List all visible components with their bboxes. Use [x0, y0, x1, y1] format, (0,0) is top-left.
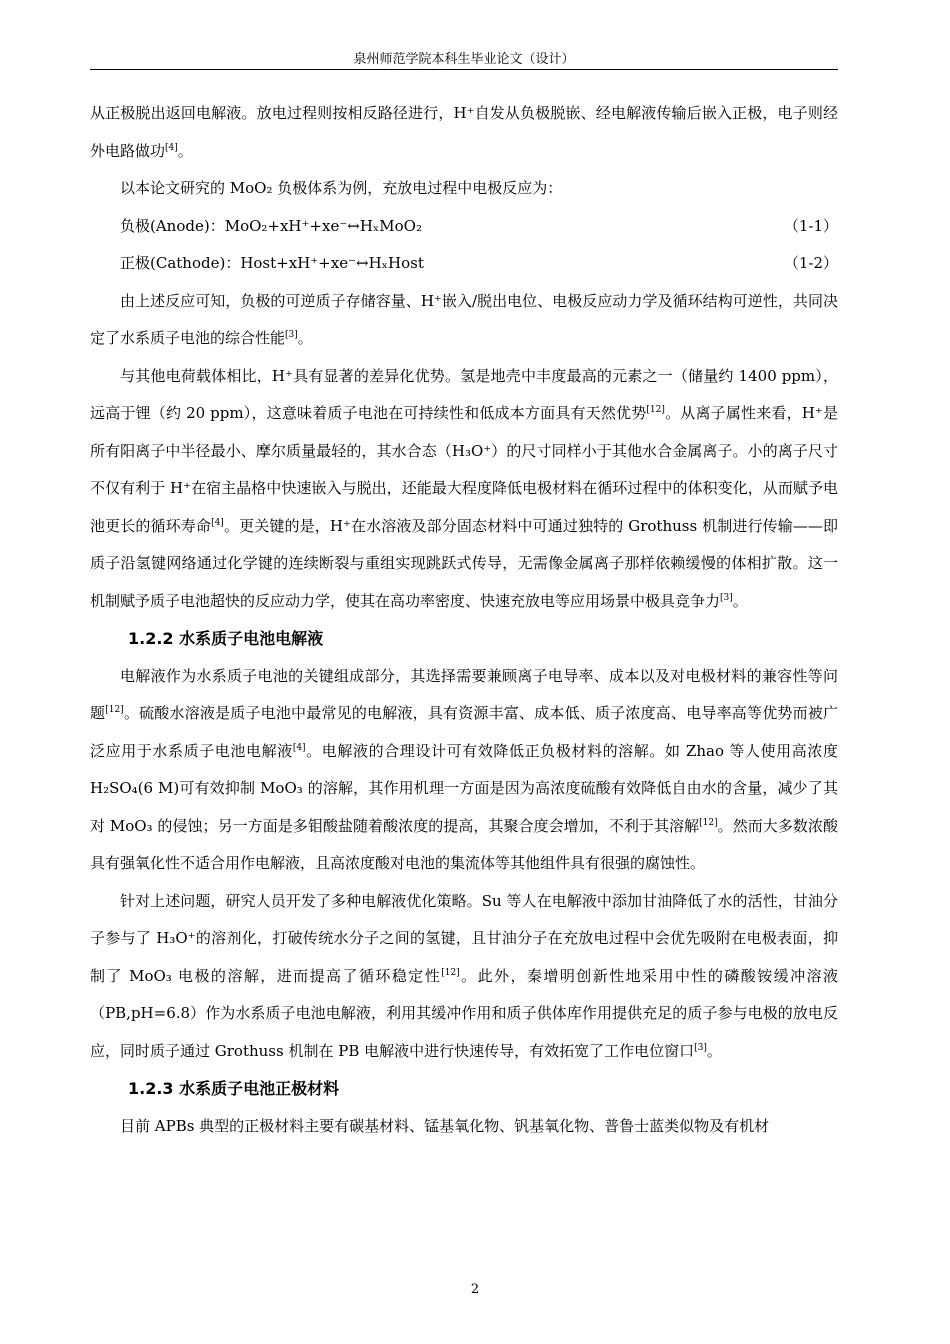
equation-cathode-text: 正极(Cathode)：Host+xH⁺+xe⁻↔HₓHost — [120, 254, 424, 272]
paragraph-reaction-summary: 由上述反应可知，负极的可逆质子存储容量、H⁺嵌入/脱出电位、电极反应动力学及循环结构可逆性，共同决定了水系质子电池的综合性能[3]。 — [90, 291, 838, 347]
page-number: 2 — [470, 1282, 480, 1297]
citation-marker: [3] — [694, 1042, 707, 1053]
citation-marker: [4] — [165, 142, 178, 153]
equation-anode-text: 负极(Anode)：MoO₂+xH⁺+xe⁻↔HₓMoO₂ — [120, 216, 422, 235]
citation-marker: [12] — [699, 817, 718, 828]
paragraph-cathode-materials: 目前 APBs 典型的正极材料主要有碳基材料、锰基氧化物、钒基氧化物、普鲁士蓝类似物及有机材 — [120, 1116, 770, 1135]
section-heading-electrolyte: 1.2.2 水系质子电池电解液 — [128, 629, 324, 648]
paragraph-electrolyte: 电解液作为水系质子电池的关键组成部分，其选择需要兼顾离子电导率、成本以及对电极材料的兼容性等问题[12]。硫酸水溶液是质子电池中最常见的电解液，具有资源丰富、成本低、质子浓度高、电导率高等优势而被广泛应用于水系质子电池电解液[4]。电解液的合理设计可有效降低正负极材料的溶解。如 Zhao 等人使用高浓度 H₂SO₄(6 M)可有效抑制 MoO₃ 的溶解，其作用机理一方面是因为高浓度硫酸有效降低自由水的含量，减少了其对 MoO₃ 的侵蚀；另一方面是多钼酸盐随着酸浓度的提高，其聚合度会增加，不利于其溶解[12]。然而大多数浓酸具有强氧化性不适合用作电解液，且高浓度酸对电池的集流体等其他组件具有很强的腐蚀性。 — [90, 666, 838, 872]
paragraph-electrolyte-strategies: 针对上述问题，研究人员开发了多种电解液优化策略。Su 等人在电解液中添加甘油降低了水的活性，甘油分子参与了 H₃O⁺的溶剂化，打破传统水分子之间的氢键，且甘油分子在充放电过程中会优先吸附在电极表面，抑制了 MoO₃ 电极的溶解，进而提高了循环稳定性[12]。此外，秦增明创新性地采用中性的磷酸铵缓冲溶液（PB,pH=6.8）作为水系质子电池电解液，利用其缓冲作用和质子供体库作用提供充足的质子参与电极的放电反应，同时质子通过 Grothuss 机制在 PB 电解液中进行快速传导，有效拓宽了工作电位窗口[3]。 — [90, 891, 838, 1060]
header-rule — [90, 69, 838, 70]
paragraph-proton-advantages: 与其他电荷载体相比，H⁺具有显著的差异化优势。氢是地壳中丰度最高的元素之一（储量约 1400 ppm），远高于锂（约 20 ppm），这意味着质子电池在可持续性和低成本方面具有天然优势[12]。从离子属性来看，H⁺是所有阳离子中半径最小、摩尔质量最轻的，其水合态（H₃O⁺）的尺寸同样小于其他水合金属离子。小的离子尺寸不仅有利于 H⁺在宿主晶格中快速嵌入与脱出，还能最大程度降低电极材料在循环过程中的体积变化，从而赋予电池更长的循环寿命[4]。更关键的是，H⁺在水溶液及部分固态材料中可通过独特的 Grothuss 机制进行传输——即质子沿氢键网络通过化学键的连续断裂与重组实现跳跃式传导，无需像金属离子那样依赖缓慢的体相扩散。这一机制赋予质子电池超快的反应动力学，使其在高功率密度、快速充放电等应用场景中极具竞争力[3]。 — [90, 366, 839, 610]
running-header: 泉州师范学院本科生毕业论文（设计） — [353, 52, 575, 67]
equation-cathode — [90, 245, 838, 283]
equation-anode-number: （1-1） — [783, 216, 838, 235]
paragraph-continuation: 从正极脱出返回电解液。放电过程则按相反路径进行，H⁺自发从负极脱嵌、经电解液传输后嵌入正极，电子则经外电路做功[4]。 — [90, 104, 838, 160]
citation-marker: [12] — [646, 405, 665, 415]
citation-marker: [3] — [285, 330, 298, 340]
citation-marker: [4] — [211, 517, 224, 528]
citation-marker: [12] — [105, 705, 124, 715]
paragraph-electrode-intro: 以本论文研究的 MoO₂ 负极体系为例，充放电过程中电极反应为： — [120, 179, 563, 197]
section-heading-cathode: 1.2.3 水系质子电池正极材料 — [128, 1079, 340, 1098]
equation-cathode-number: （1-2） — [783, 254, 838, 272]
equation-anode — [90, 208, 838, 246]
citation-marker: [4] — [292, 742, 306, 753]
citation-marker: [12] — [441, 967, 460, 978]
body-text — [90, 95, 838, 1145]
citation-marker: [3] — [720, 592, 733, 603]
